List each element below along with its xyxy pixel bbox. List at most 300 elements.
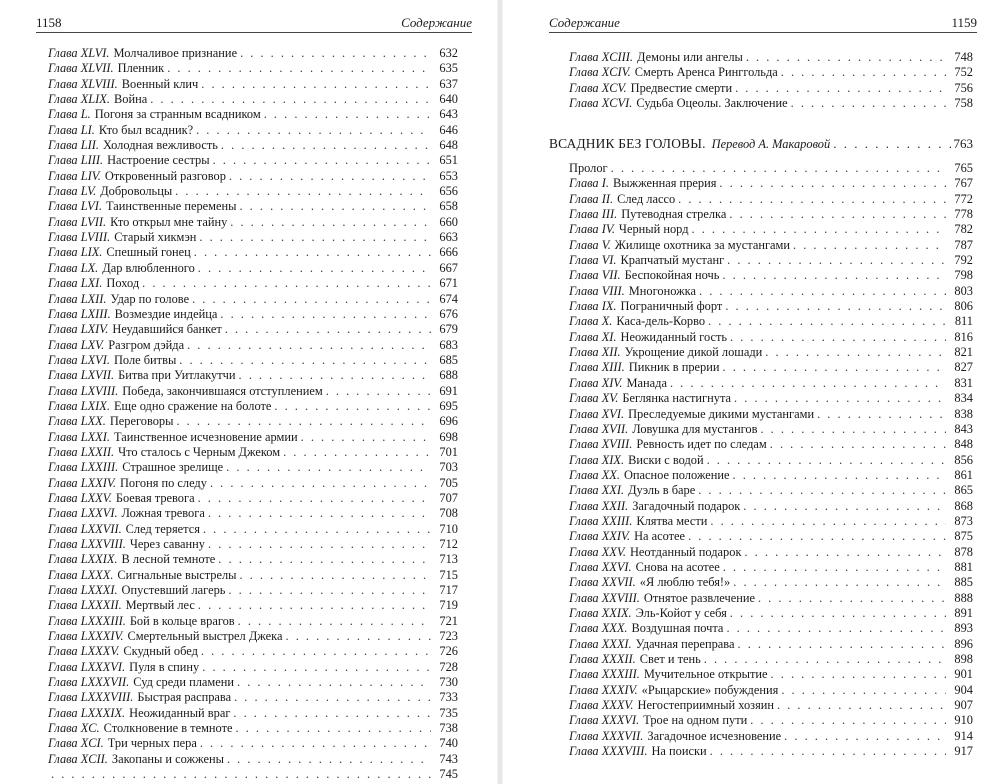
toc-page-number: 728	[439, 659, 458, 674]
toc-leader-dots	[734, 391, 946, 406]
toc-entry	[569, 176, 973, 191]
toc-chapter-number: Глава LXIX.	[48, 398, 110, 413]
toc-page-number: 701	[439, 444, 458, 459]
toc-leader-dots	[239, 199, 431, 214]
toc-leader-dots	[234, 690, 431, 705]
toc-chapter-number: Глава XLIX.	[48, 92, 110, 107]
toc-chapter-number: Глава XXVII.	[569, 575, 636, 590]
toc-entry	[48, 322, 458, 337]
toc-chapter-title: Таинственные перемены	[105, 199, 237, 214]
toc-entry	[569, 652, 973, 667]
toc-chapter-title: Битва при Уитлакутчи	[118, 368, 236, 383]
toc-entry	[48, 61, 458, 76]
toc-chapter-number: Глава XXXVIII.	[569, 744, 648, 759]
toc-leader-dots	[698, 483, 946, 498]
toc-leader-dots	[791, 96, 946, 111]
toc-chapter-title: На асотее	[634, 529, 686, 544]
toc-leader-dots	[150, 92, 431, 107]
toc-leader-dots	[201, 644, 431, 659]
toc-chapter-number: Глава XXIII.	[569, 513, 633, 528]
toc-chapter-number: Глава LVIII.	[48, 230, 111, 245]
toc-chapter-title: Мучительное открытие	[643, 667, 768, 682]
toc-chapter-number: Глава LXXXI.	[48, 583, 118, 598]
toc-page-number: 710	[439, 521, 458, 536]
toc-chapter-title: Пуля в спину	[129, 659, 200, 674]
toc-leader-dots	[194, 245, 431, 260]
toc-page-number: 917	[954, 744, 973, 759]
toc-chapter-title: Неотданный подарок	[629, 544, 742, 559]
toc-page-number: 865	[954, 483, 973, 498]
toc-leader-dots	[239, 568, 431, 583]
toc-chapter-number: Глава LXXI.	[48, 429, 110, 444]
toc-entry	[48, 399, 458, 414]
toc-entry	[48, 644, 458, 659]
toc-chapter-title: Пленник	[117, 61, 165, 76]
toc-entry	[48, 215, 458, 230]
toc-chapter-number: Глава XCIV.	[569, 65, 631, 80]
toc-leader-dots	[227, 752, 431, 767]
toc-chapter-title: След теряется	[125, 521, 200, 536]
toc-chapter-title: Загадочный подарок	[632, 498, 741, 513]
toc-leader-dots	[264, 107, 431, 122]
toc-page-number: 803	[954, 283, 973, 298]
toc-leader-dots	[179, 353, 431, 368]
toc-leader-dots	[220, 307, 431, 322]
toc-chapter-number: Глава XXXII.	[569, 652, 636, 666]
toc-chapter-number: Глава LXIV.	[48, 322, 109, 337]
toc-chapter-number: Глава LXXX.	[48, 567, 114, 582]
right-top-toc-list	[569, 50, 973, 111]
left-toc-list	[48, 46, 458, 783]
toc-leader-dots	[202, 660, 431, 675]
toc-chapter-title: Что сталось с Черным Джеком	[118, 444, 281, 459]
toc-page-number: 646	[439, 122, 458, 137]
toc-leader-dots	[230, 215, 431, 230]
toc-chapter-title: Черный норд	[618, 222, 689, 237]
toc-page-number: 756	[954, 80, 973, 95]
toc-leader-dots	[198, 261, 431, 276]
toc-chapter-number: Глава LXIII.	[48, 306, 111, 321]
toc-page-number: 726	[439, 644, 458, 659]
toc-leader-dots	[733, 468, 946, 483]
toc-chapter-number: Глава XX.	[569, 467, 620, 482]
toc-page-number: 868	[954, 498, 973, 513]
toc-entry	[48, 138, 458, 153]
toc-chapter-title: Каса-дель-Корво	[616, 314, 706, 329]
toc-leader-dots	[784, 729, 946, 744]
toc-chapter-number: Глава LI.	[48, 122, 95, 137]
toc-entry	[569, 81, 973, 96]
toc-chapter-title: Возмездие индейца	[114, 306, 218, 321]
right-running-title: Содержание	[549, 15, 620, 30]
toc-chapter-number: Глава XXV.	[569, 544, 626, 559]
toc-leader-dots	[723, 560, 946, 575]
toc-leader-dots	[208, 537, 431, 552]
toc-entry	[48, 77, 458, 92]
toc-page-number: 792	[954, 253, 973, 268]
toc-page-number: 848	[954, 437, 973, 452]
toc-page-number: 767	[954, 176, 973, 191]
right-page-number: 1159	[951, 15, 977, 30]
toc-chapter-title: Виски с водой	[628, 452, 704, 467]
toc-chapter-title: Ложная тревога	[121, 506, 205, 521]
toc-chapter-title: Откровенный разговор	[104, 168, 226, 183]
toc-page-number: 806	[954, 299, 973, 314]
toc-page-number: 856	[954, 452, 973, 467]
toc-chapter-number: Глава LV.	[48, 184, 97, 199]
toc-chapter-title: Погоня за странным всадником	[94, 107, 261, 122]
toc-chapter-title: Поле битвы	[113, 352, 177, 367]
toc-chapter-title: «Я люблю тебя!»	[639, 575, 731, 590]
toc-chapter-title: Победа, закончившаяся отступлением	[122, 383, 323, 398]
toc-chapter-title: Смертельный выстрел Джека	[127, 629, 283, 644]
toc-chapter-title: Переговоры	[109, 414, 174, 429]
toc-page-number: 705	[439, 475, 458, 490]
toc-page-number: 891	[954, 605, 973, 620]
toc-chapter-title: Жилище охотника за мустангами	[614, 237, 791, 252]
toc-chapter-number: Глава LXI.	[48, 276, 103, 291]
toc-leader-dots	[611, 161, 946, 176]
toc-entry	[48, 445, 458, 460]
toc-leader-dots	[730, 330, 946, 345]
toc-chapter-number: Глава XCVI.	[569, 96, 633, 111]
toc-chapter-number: Глава XVIII.	[569, 437, 633, 452]
toc-leader-dots	[817, 407, 946, 422]
toc-chapter-title: Преследуемые дикими мустангами	[628, 406, 815, 421]
toc-chapter-number: Глава XXIV.	[569, 529, 631, 544]
toc-page-number: 691	[439, 383, 458, 398]
toc-page-number: 881	[954, 559, 973, 574]
toc-chapter-number: Глава XXXVI.	[569, 713, 640, 728]
toc-entry	[569, 468, 973, 483]
toc-chapter-number: Глава LIII.	[48, 153, 104, 168]
toc-chapter-number: Глава LXXXIX.	[48, 705, 126, 720]
toc-chapter-number: Глава III.	[569, 207, 618, 222]
toc-chapter-title: Таинственное исчезновение армии	[113, 429, 298, 444]
toc-entry	[48, 199, 458, 214]
toc-entry	[48, 568, 458, 583]
toc-entry	[569, 575, 973, 590]
toc-leader-dots	[175, 184, 431, 199]
toc-chapter-title: На поиски	[651, 744, 707, 759]
toc-leader-dots	[760, 422, 946, 437]
toc-entry	[48, 614, 458, 629]
toc-leader-dots	[727, 253, 946, 268]
toc-chapter-number: Глава LXVII.	[48, 368, 115, 383]
toc-page-number: 765	[954, 161, 973, 175]
toc-chapter-title: Опустевший лагерь	[121, 583, 226, 598]
toc-page-number: 878	[954, 544, 973, 559]
toc-page-number: 914	[954, 728, 973, 743]
toc-entry	[48, 752, 458, 767]
toc-page-number: 782	[954, 222, 973, 237]
toc-chapter-number: Глава XLVIII.	[48, 76, 118, 91]
toc-chapter-number: Глава LXXIX.	[48, 552, 118, 567]
toc-entry	[569, 407, 973, 422]
toc-chapter-title: Беспокойная ночь	[624, 268, 720, 283]
toc-entry	[48, 276, 458, 291]
toc-chapter-number: Глава LXXVII.	[48, 521, 122, 536]
toc-chapter-title: Беглянка настигнута	[622, 391, 732, 406]
section-title: ВСАДНИК БЕЗ ГОЛОВЫ.	[549, 136, 706, 151]
toc-chapter-number: Глава XXXV.	[569, 698, 634, 713]
toc-entry	[569, 238, 973, 253]
toc-chapter-title: Пролог	[569, 161, 608, 175]
toc-leader-dots	[699, 284, 946, 299]
toc-chapter-title: Быстрая расправа	[137, 690, 232, 705]
toc-entry	[569, 591, 973, 606]
toc-chapter-title: Клятва мести	[636, 513, 708, 528]
toc-chapter-title: Загадочное исчезновение	[647, 728, 782, 743]
toc-entry	[569, 683, 973, 698]
toc-chapter-title: Страшное зрелище	[122, 460, 224, 475]
toc-leader-dots	[236, 721, 432, 736]
toc-chapter-title: Война	[113, 92, 148, 107]
toc-chapter-number: Глава LIX.	[48, 245, 103, 260]
toc-leader-dots	[228, 583, 431, 598]
toc-chapter-title: Выжженная прерия	[612, 176, 717, 191]
toc-chapter-title: Ловушка для мустангов	[632, 421, 758, 436]
toc-page-number: 656	[439, 184, 458, 199]
toc-chapter-title: Кто был всадник?	[98, 122, 194, 137]
toc-chapter-title: Дар влюбленного	[102, 260, 195, 275]
toc-page-number: 821	[954, 345, 973, 360]
toc-page-number: 904	[954, 682, 973, 697]
toc-leader-dots	[210, 476, 431, 491]
toc-entry	[48, 261, 458, 276]
toc-page-number: 885	[954, 575, 973, 590]
toc-chapter-number: Глава XIII.	[569, 360, 625, 375]
toc-entry	[569, 529, 973, 544]
toc-leader-dots	[710, 514, 946, 529]
toc-leader-dots	[777, 698, 946, 713]
toc-chapter-number: Глава X.	[569, 314, 613, 329]
toc-page-number: 827	[954, 360, 973, 375]
toc-chapter-number: Глава XCIII.	[569, 50, 634, 64]
toc-leader-dots	[771, 667, 946, 682]
toc-leader-dots	[735, 81, 946, 96]
left-page	[0, 0, 497, 784]
toc-page-number: 640	[439, 92, 458, 107]
toc-chapter-number: Глава XC.	[48, 721, 100, 736]
toc-leader-dots	[301, 430, 431, 445]
toc-chapter-number: Глава XXXIII.	[569, 667, 640, 682]
toc-page-number: 907	[954, 698, 973, 713]
toc-leader-dots	[678, 192, 946, 207]
toc-chapter-title: Трое на одном пути	[643, 713, 748, 728]
toc-chapter-number: Глава LXXXVII.	[48, 675, 130, 690]
toc-page-number: 637	[439, 76, 458, 91]
toc-page-number: 896	[954, 636, 973, 651]
toc-leader-dots	[750, 713, 946, 728]
toc-entry	[48, 660, 458, 675]
toc-entry	[569, 437, 973, 452]
toc-leader-dots	[692, 222, 946, 237]
toc-page-number: 715	[439, 567, 458, 582]
toc-entry	[569, 345, 973, 360]
toc-chapter-number: Глава LXXII.	[48, 444, 115, 459]
toc-entry	[569, 284, 973, 299]
toc-page-number: 787	[954, 237, 973, 252]
toc-entry	[569, 698, 973, 713]
toc-entry	[569, 299, 973, 314]
toc-chapter-number: Глава LXXXVI.	[48, 659, 126, 674]
toc-chapter-title: Поход	[106, 276, 140, 291]
toc-leader-dots	[200, 736, 431, 751]
toc-leader-dots	[238, 614, 431, 629]
toc-page-number: 733	[439, 690, 458, 705]
toc-page-number: 861	[954, 467, 973, 482]
toc-page-number: 730	[439, 675, 458, 690]
toc-chapter-number: Глава XXVI.	[569, 559, 632, 574]
toc-chapter-number: Глава I.	[569, 176, 609, 191]
toc-entry	[569, 192, 973, 207]
toc-entry	[48, 537, 458, 552]
toc-chapter-title: Спешный гонец	[106, 245, 191, 260]
toc-chapter-number: Глава LII.	[48, 138, 99, 153]
toc-leader-dots	[199, 230, 431, 245]
toc-chapter-number: Глава XXXIV.	[569, 682, 638, 697]
toc-leader-dots	[218, 552, 431, 567]
toc-chapter-number: Глава LXXVIII.	[48, 537, 126, 551]
toc-page-number: 778	[954, 207, 973, 222]
toc-page-number: 685	[439, 352, 458, 367]
toc-entry	[569, 222, 973, 237]
toc-entry	[48, 629, 458, 644]
toc-chapter-number: Глава LX.	[48, 260, 99, 275]
toc-chapter-number: Глава XVI.	[569, 406, 625, 421]
toc-chapter-number: Глава XV.	[569, 391, 619, 406]
toc-page-number: 738	[439, 721, 458, 736]
toc-page-number: 831	[954, 375, 973, 390]
toc-chapter-number: Глава LXXIV.	[48, 475, 116, 490]
toc-chapter-title: Неожиданный враг	[129, 705, 231, 720]
toc-chapter-number: Глава VI.	[569, 253, 617, 268]
toc-chapter-title: Настроение сестры	[107, 153, 210, 168]
toc-page-number: 888	[954, 590, 973, 605]
toc-leader-dots	[187, 338, 431, 353]
toc-leader-dots	[196, 123, 431, 138]
toc-page-number: 663	[439, 230, 458, 245]
toc-chapter-number: Глава XIV.	[569, 375, 623, 390]
toc-leader-dots	[744, 545, 946, 560]
section-leader-dots	[833, 136, 950, 152]
toc-entry	[48, 522, 458, 537]
toc-chapter-number: Глава LXXXIII.	[48, 613, 126, 628]
toc-chapter-number: Глава LVI.	[48, 199, 102, 214]
toc-page-number: 632	[439, 46, 458, 60]
toc-entry	[569, 422, 973, 437]
toc-entry	[569, 713, 973, 728]
toc-leader-dots	[781, 65, 946, 80]
right-running-header	[549, 14, 977, 33]
toc-chapter-title: Удар по голове	[110, 291, 190, 306]
toc-page-number: 671	[439, 276, 458, 291]
toc-page-number: 703	[439, 460, 458, 475]
toc-page-number: 901	[954, 667, 973, 682]
toc-chapter-title: Старый хикмэн	[114, 230, 197, 245]
toc-chapter-title: Путеводная стрелка	[621, 207, 727, 222]
toc-chapter-title: Отнятое развлечение	[643, 590, 755, 605]
toc-leader-dots	[142, 276, 431, 291]
toc-page-number: 843	[954, 421, 973, 436]
toc-leader-dots	[726, 621, 946, 636]
toc-chapter-title: Снова на асотее	[635, 559, 720, 574]
toc-leader-dots	[176, 414, 431, 429]
toc-chapter-title: Многоножка	[628, 283, 697, 298]
toc-page-number: 743	[439, 751, 458, 766]
toc-page-number: 745	[439, 767, 458, 782]
toc-chapter-number: Глава LXXXVIII.	[48, 690, 134, 705]
toc-entry	[48, 506, 458, 521]
toc-page-number: 816	[954, 329, 973, 344]
toc-chapter-number: Глава LXVI.	[48, 352, 110, 367]
toc-leader-dots	[729, 207, 946, 222]
toc-page-number: 875	[954, 529, 973, 544]
toc-chapter-title: Дуэль в баре	[628, 483, 696, 498]
toc-chapter-title: Манада	[626, 375, 667, 390]
toc-entry	[48, 338, 458, 353]
toc-chapter-title: Бой в кольце врагов	[129, 613, 235, 628]
section-page: 763	[953, 136, 973, 151]
toc-chapter-number: Глава LXV.	[48, 337, 105, 352]
toc-leader-dots	[51, 767, 431, 782]
toc-leader-dots	[730, 606, 946, 621]
toc-page-number: 811	[954, 314, 973, 329]
toc-chapter-number: Глава XIX.	[569, 452, 625, 467]
toc-page-number: 698	[439, 429, 458, 444]
toc-entry	[48, 245, 458, 260]
toc-leader-dots	[274, 399, 431, 414]
toc-chapter-number: Глава IX.	[569, 299, 617, 314]
toc-entry	[569, 729, 973, 744]
toc-entry	[569, 161, 973, 176]
toc-page-number: 653	[439, 168, 458, 183]
toc-leader-dots	[688, 529, 946, 544]
toc-entry	[569, 606, 973, 621]
toc-chapter-number: Глава II.	[569, 191, 614, 206]
toc-entry	[569, 453, 973, 468]
toc-entry	[48, 414, 458, 429]
toc-leader-dots	[793, 238, 946, 253]
toc-chapter-title: Предвестие смерти	[630, 80, 733, 95]
toc-page-number: 752	[954, 65, 973, 80]
toc-chapter-title: Еще одно сражение на болоте	[113, 398, 272, 413]
toc-chapter-title: Эль-Койот у себя	[635, 605, 727, 620]
toc-entry	[569, 744, 973, 759]
toc-leader-dots	[283, 445, 431, 460]
toc-chapter-title: Ревность идет по следам	[636, 437, 767, 452]
toc-chapter-title: Мертвый лес	[125, 598, 195, 613]
toc-entry	[48, 384, 458, 399]
toc-entry	[569, 96, 973, 111]
toc-leader-dots	[239, 368, 431, 383]
toc-chapter-number: Глава XXVIII.	[569, 590, 640, 605]
toc-chapter-number: Глава XLVI.	[48, 46, 110, 60]
toc-chapter-number: Глава LXII.	[48, 291, 107, 306]
toc-page-number: 898	[954, 652, 973, 666]
toc-chapter-number: Глава VII.	[569, 268, 621, 283]
toc-leader-dots	[201, 77, 431, 92]
toc-leader-dots	[704, 652, 946, 667]
toc-page-number: 834	[954, 391, 973, 406]
toc-entry	[48, 476, 458, 491]
toc-chapter-title: Разгром дэйда	[108, 337, 185, 352]
toc-leader-dots	[213, 153, 431, 168]
toc-page-number: 674	[439, 291, 458, 306]
toc-chapter-title: Смерть Аренса Ринггольда	[634, 65, 778, 80]
toc-entry	[48, 460, 458, 475]
